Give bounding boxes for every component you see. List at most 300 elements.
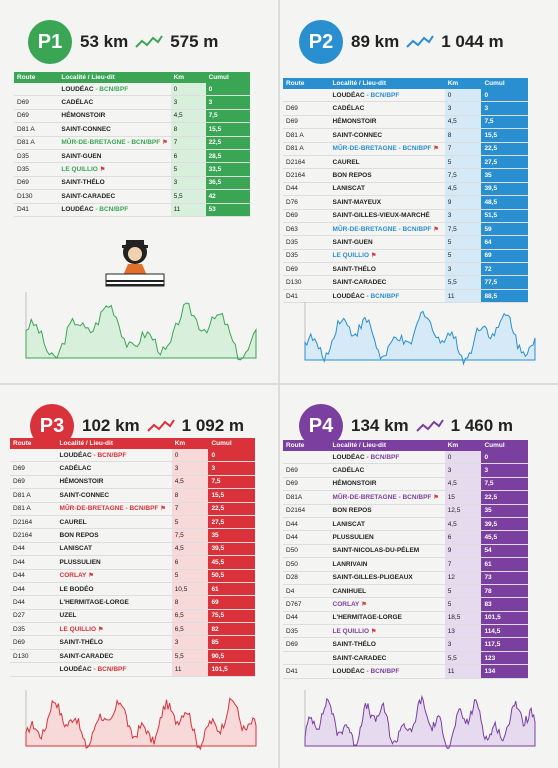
locality-cell (57, 609, 172, 622)
km-cell: 3 (445, 464, 482, 477)
locality-cell (330, 558, 445, 571)
cumul-cell: 69 (208, 596, 255, 609)
column-header-km: Km (445, 78, 482, 89)
separator: - (396, 225, 403, 233)
table-row (283, 182, 528, 195)
km-cell: 8 (445, 129, 482, 142)
distance-value: 134 km (351, 416, 409, 435)
locality-cell (58, 163, 170, 176)
cumul-cell: 39,5 (481, 517, 528, 530)
route-cell: D81 A (283, 142, 330, 155)
table-row (283, 517, 528, 530)
route-cell: D50 (283, 558, 330, 571)
route-cell: D35 (10, 623, 57, 636)
locality-cell (58, 136, 170, 149)
table-row (10, 449, 255, 462)
control-type: BCN/BPF (97, 665, 127, 673)
table-row (10, 623, 255, 636)
locality-cell (330, 611, 445, 624)
locality-name: SAINT-GUEN (332, 238, 373, 246)
route-cell (283, 451, 330, 464)
table-row (283, 665, 528, 678)
table-row (283, 276, 528, 289)
flag-icon: ⚑ (433, 226, 439, 233)
locality-name: CANIHUEL (332, 587, 367, 595)
separator: - (125, 139, 132, 147)
control-type: BCN/BPF (99, 85, 129, 93)
separator: - (93, 206, 100, 214)
cumul-cell: 90,5 (208, 649, 255, 662)
profile-area (26, 303, 256, 360)
table-row (14, 83, 250, 96)
locality-name: SAINT-CONNEC (332, 131, 383, 139)
route-cell: D69 (283, 638, 330, 651)
cumul-cell: 28,5 (206, 149, 250, 162)
cumul-cell: 3 (206, 96, 250, 109)
column-header-cumul: Cumul (206, 72, 250, 83)
cumul-cell: 101,5 (481, 611, 528, 624)
km-cell: 3 (445, 102, 482, 115)
route-cell: D44 (283, 531, 330, 544)
column-header-locality: Localité / Lieu-dit (330, 440, 445, 451)
cumul-cell: 117,5 (481, 638, 528, 651)
km-cell: 4,5 (445, 115, 482, 128)
km-cell: 5 (445, 155, 482, 168)
km-cell: 7 (445, 142, 482, 155)
km-cell: 10,5 (172, 582, 209, 595)
locality-cell (57, 462, 172, 475)
km-cell: 13 (445, 625, 482, 638)
column-header-cumul: Cumul (481, 78, 528, 89)
cumul-cell: 35 (208, 529, 255, 542)
route-cell: D69 (14, 176, 58, 189)
distance-value: 53 km (80, 32, 129, 51)
column-header-route: Route (10, 438, 57, 449)
locality-name: SAINT-THÉLO (59, 639, 103, 647)
table-row (14, 109, 250, 122)
route-cell: D44 (283, 611, 330, 624)
locality-name: MÛR-DE-BRETAGNE (59, 505, 124, 513)
table-row (283, 477, 528, 490)
locality-cell (57, 596, 172, 609)
cumul-cell: 15,5 (481, 129, 528, 142)
cumul-cell: 61 (481, 558, 528, 571)
club-mascot-logo (100, 234, 170, 292)
km-cell: 7,5 (445, 222, 482, 235)
route-cell: D44 (283, 182, 330, 195)
parcours-badge: P4 (299, 404, 343, 448)
cumul-cell: 3 (208, 462, 255, 475)
route-cell: D81 A (14, 136, 58, 149)
route-cell: D69 (283, 263, 330, 276)
column-header-locality: Localité / Lieu-dit (330, 78, 445, 89)
cumul-cell: 22,5 (481, 142, 528, 155)
elevation-profile (12, 688, 260, 756)
km-cell: 5,5 (171, 190, 206, 203)
locality-name: BON REPOS (332, 507, 372, 515)
table-row (10, 462, 255, 475)
locality-name: SAINT-THÉLO (61, 179, 105, 187)
locality-name: LANISCAT (332, 520, 365, 528)
column-header-cumul: Cumul (208, 438, 255, 449)
separator: - (364, 91, 371, 99)
table-row (283, 209, 528, 222)
route-cell: D44 (10, 582, 57, 595)
table-row (283, 491, 528, 504)
profile-area (26, 698, 256, 749)
locality-name: CADÉLAC (59, 465, 92, 473)
route-cell: D2164 (283, 169, 330, 182)
table-row (283, 531, 528, 544)
table-row (283, 263, 528, 276)
flag-icon: ⚑ (88, 573, 94, 580)
cumul-cell: 39,5 (481, 182, 528, 195)
km-cell: 11 (172, 663, 209, 676)
table-row (14, 190, 250, 203)
locality-name: CADÉLAC (332, 105, 365, 113)
route-cell: D35 (283, 236, 330, 249)
cumul-cell: 85 (208, 636, 255, 649)
cumul-cell: 134 (481, 665, 528, 678)
table-row (283, 611, 528, 624)
locality-cell (57, 636, 172, 649)
km-cell: 8 (172, 489, 209, 502)
locality-name: MÛR-DE-BRETAGNE (61, 139, 126, 147)
flag-icon: ⚑ (99, 167, 106, 174)
km-cell: 5,5 (445, 276, 482, 289)
route-cell: D69 (10, 462, 57, 475)
table-row (14, 149, 250, 162)
table-header-row (10, 438, 255, 449)
locality-cell (57, 529, 172, 542)
km-cell: 11 (171, 203, 206, 216)
route-cell: D69 (14, 109, 58, 122)
locality-name: LANISCAT (332, 185, 365, 193)
km-cell: 4,5 (172, 475, 209, 488)
route-cell: D63 (283, 222, 330, 235)
column-header-cumul: Cumul (481, 440, 528, 451)
cumul-cell: 36,5 (206, 176, 250, 189)
route-cell: D69 (10, 636, 57, 649)
locality-cell (330, 249, 445, 262)
separator: - (91, 451, 98, 459)
cumul-cell: 73 (481, 571, 528, 584)
locality-cell (57, 489, 172, 502)
table-header-row (283, 440, 528, 451)
locality-name: MÛR-DE-BRETAGNE (332, 493, 397, 501)
cumul-cell: 22,5 (481, 491, 528, 504)
route-cell: D35 (14, 149, 58, 162)
cumul-cell: 83 (481, 598, 528, 611)
locality-cell (57, 623, 172, 636)
column-header-km: Km (172, 438, 209, 449)
locality-cell (57, 582, 172, 595)
locality-name: L'HERMITAGE-LORGE (332, 614, 402, 622)
locality-name: HÉMONSTOIR (61, 112, 106, 120)
table-row (283, 598, 528, 611)
locality-cell (57, 515, 172, 528)
table-header-row (283, 78, 528, 89)
km-cell: 7,5 (445, 169, 482, 182)
locality-cell (58, 203, 170, 216)
cumul-cell: 7,5 (481, 477, 528, 490)
elevation-profile (12, 290, 260, 368)
stages-table (283, 78, 528, 303)
control-type: BCN/BPF (402, 493, 432, 501)
route-cell: D69 (283, 209, 330, 222)
km-cell: 7 (172, 502, 209, 515)
km-cell: 4,5 (445, 182, 482, 195)
locality-name: CADÉLAC (332, 467, 365, 475)
route-cell: D2164 (10, 515, 57, 528)
route-cell (283, 89, 330, 102)
locality-name: BON REPOS (332, 172, 372, 180)
route-cell: D2164 (283, 155, 330, 168)
table-row (283, 544, 528, 557)
elevation-icon (146, 417, 176, 435)
locality-cell (330, 451, 445, 464)
table-row (283, 504, 528, 517)
cumul-cell: 48,5 (481, 196, 528, 209)
cumul-cell: 7,5 (206, 109, 250, 122)
km-cell: 6,5 (172, 609, 209, 622)
parcours-badge: P1 (28, 20, 72, 64)
table-row (283, 625, 528, 638)
locality-name: LOUDÉAC (59, 451, 92, 459)
locality-cell (58, 149, 170, 162)
locality-cell (330, 155, 445, 168)
km-cell: 3 (171, 96, 206, 109)
locality-name: LOUDÉAC (332, 453, 365, 461)
route-cell: D69 (283, 102, 330, 115)
column-header-route: Route (283, 440, 330, 451)
locality-name: LANRIVAIN (332, 560, 368, 568)
locality-cell (57, 449, 172, 462)
km-cell: 3 (445, 638, 482, 651)
route-cell: D69 (14, 96, 58, 109)
separator: - (364, 292, 371, 300)
cumul-cell: 42 (206, 190, 250, 203)
table-row (283, 558, 528, 571)
locality-name: SAINT-CARADEC (332, 654, 387, 662)
distance-value: 102 km (82, 416, 140, 435)
locality-name: CORLAY (332, 600, 360, 608)
elevation-value: 1 460 m (450, 416, 514, 435)
km-cell: 12 (445, 571, 482, 584)
locality-name: SAINT-CONNEC (61, 125, 111, 133)
locality-name: LOUDÉAC (332, 292, 365, 300)
km-cell: 5 (445, 236, 482, 249)
locality-name: CAUREL (332, 158, 360, 166)
locality-cell (330, 102, 445, 115)
locality-cell (330, 665, 445, 678)
km-cell: 4,5 (171, 109, 206, 122)
parcours-summary (82, 416, 244, 436)
locality-name: SAINT-THÉLO (332, 265, 376, 273)
column-header-locality: Localité / Lieu-dit (58, 72, 170, 83)
locality-cell (58, 109, 170, 122)
km-cell: 12,5 (445, 504, 482, 517)
km-cell: 0 (445, 89, 482, 102)
cumul-cell: 0 (208, 449, 255, 462)
locality-cell (330, 209, 445, 222)
route-cell: D81 A (10, 502, 57, 515)
separator: - (93, 85, 100, 93)
parcours-summary (351, 416, 513, 436)
parcours-p1-panel (0, 0, 279, 384)
route-cell: D69 (283, 477, 330, 490)
cumul-cell: 45,5 (208, 556, 255, 569)
cumul-cell: 7,5 (208, 475, 255, 488)
locality-name: LOUDÉAC (332, 667, 365, 675)
cumul-cell: 88,5 (481, 289, 528, 302)
route-cell: D2164 (10, 529, 57, 542)
flag-icon: ⚑ (433, 494, 439, 501)
cumul-cell: 0 (481, 451, 528, 464)
table-row (283, 196, 528, 209)
separator: - (396, 145, 403, 153)
locality-name: SAINT-MAYEUX (332, 198, 382, 206)
table-row (283, 222, 528, 235)
table-row (10, 596, 255, 609)
km-cell: 11 (445, 665, 482, 678)
table-row (283, 89, 528, 102)
locality-cell (330, 196, 445, 209)
route-cell: D81 A (10, 489, 57, 502)
table-row (10, 636, 255, 649)
km-cell: 5 (171, 163, 206, 176)
cumul-cell: 15,5 (208, 489, 255, 502)
km-cell: 7,5 (172, 529, 209, 542)
locality-name: SAINT-THÉLO (332, 641, 376, 649)
km-cell: 7 (445, 558, 482, 571)
column-header-locality: Localité / Lieu-dit (57, 438, 172, 449)
control-type: BCN/BPF (99, 206, 129, 214)
locality-cell (330, 531, 445, 544)
cumul-cell: 64 (481, 236, 528, 249)
cumul-cell: 50,5 (208, 569, 255, 582)
locality-cell (57, 556, 172, 569)
elevation-value: 1 044 m (441, 32, 504, 51)
locality-cell (57, 649, 172, 662)
locality-cell (57, 569, 172, 582)
table-row (10, 502, 255, 515)
cumul-cell: 3 (481, 464, 528, 477)
km-cell: 3 (171, 176, 206, 189)
profile-area (305, 697, 535, 749)
locality-cell (330, 477, 445, 490)
route-cell: D767 (283, 598, 330, 611)
route-cell: D27 (10, 609, 57, 622)
cumul-cell: 54 (481, 544, 528, 557)
elevation-value: 575 m (170, 32, 219, 51)
cumul-cell: 82 (208, 623, 255, 636)
table-row (14, 163, 250, 176)
elevation-icon (405, 33, 435, 51)
parcours-header (28, 22, 218, 62)
parcours-header (299, 22, 504, 62)
cumul-cell: 35 (481, 504, 528, 517)
km-cell: 11 (445, 289, 482, 302)
route-cell: D76 (283, 196, 330, 209)
elevation-icon (415, 417, 445, 435)
table-row (14, 176, 250, 189)
column-header-km: Km (171, 72, 206, 83)
table-row (10, 582, 255, 595)
table-row (283, 584, 528, 597)
locality-cell (330, 115, 445, 128)
cumul-cell: 39,5 (208, 542, 255, 555)
km-cell: 5 (445, 598, 482, 611)
cumul-cell: 22,5 (206, 136, 250, 149)
flag-icon: ⚑ (98, 626, 104, 633)
locality-cell (57, 663, 172, 676)
km-cell: 4,5 (172, 542, 209, 555)
cumul-cell: 27,5 (481, 155, 528, 168)
km-cell: 9 (445, 196, 482, 209)
locality-cell (58, 176, 170, 189)
km-cell: 5 (172, 569, 209, 582)
locality-name: LE QUILLIO (61, 166, 98, 174)
control-type: BCN/BPF (370, 91, 400, 99)
route-cell: D69 (283, 464, 330, 477)
locality-name: SAINT-CARADEC (61, 192, 116, 200)
route-cell (14, 83, 58, 96)
cumul-cell: 7,5 (481, 115, 528, 128)
locality-name: LOUDÉAC (332, 91, 365, 99)
locality-name: HÉMONSTOIR (332, 118, 377, 126)
table-row (10, 475, 255, 488)
km-cell: 6 (445, 531, 482, 544)
route-cell: D44 (10, 542, 57, 555)
parcours-p2-panel (279, 0, 558, 384)
locality-name: SAINT-GUEN (61, 152, 102, 160)
cumul-cell: 33,5 (206, 163, 250, 176)
route-cell: D35 (283, 249, 330, 262)
route-cell (283, 651, 330, 664)
table-row (14, 203, 250, 216)
locality-cell (330, 584, 445, 597)
elevation-value: 1 092 m (181, 416, 245, 435)
cumul-cell: 0 (481, 89, 528, 102)
km-cell: 8 (171, 123, 206, 136)
flag-icon: ⚑ (433, 146, 439, 153)
table-row (10, 515, 255, 528)
locality-cell (330, 504, 445, 517)
route-cell: D41 (283, 289, 330, 302)
cumul-cell: 101,5 (208, 663, 255, 676)
locality-cell (330, 263, 445, 276)
table-row (283, 142, 528, 155)
table-header-row (14, 72, 250, 83)
table-row (283, 249, 528, 262)
km-cell: 5 (445, 584, 482, 597)
elevation-profile (291, 688, 539, 756)
route-cell: D130 (10, 649, 57, 662)
flag-icon: ⚑ (162, 140, 168, 147)
table-row (10, 529, 255, 542)
km-cell: 5 (445, 249, 482, 262)
route-cell: D4 (283, 584, 330, 597)
cumul-cell: 45,5 (481, 531, 528, 544)
route-cell: D81 A (283, 129, 330, 142)
locality-cell (330, 236, 445, 249)
locality-cell (58, 190, 170, 203)
locality-cell (330, 571, 445, 584)
locality-name: MÛR-DE-BRETAGNE (332, 145, 397, 153)
locality-cell (58, 83, 170, 96)
locality-cell (330, 544, 445, 557)
